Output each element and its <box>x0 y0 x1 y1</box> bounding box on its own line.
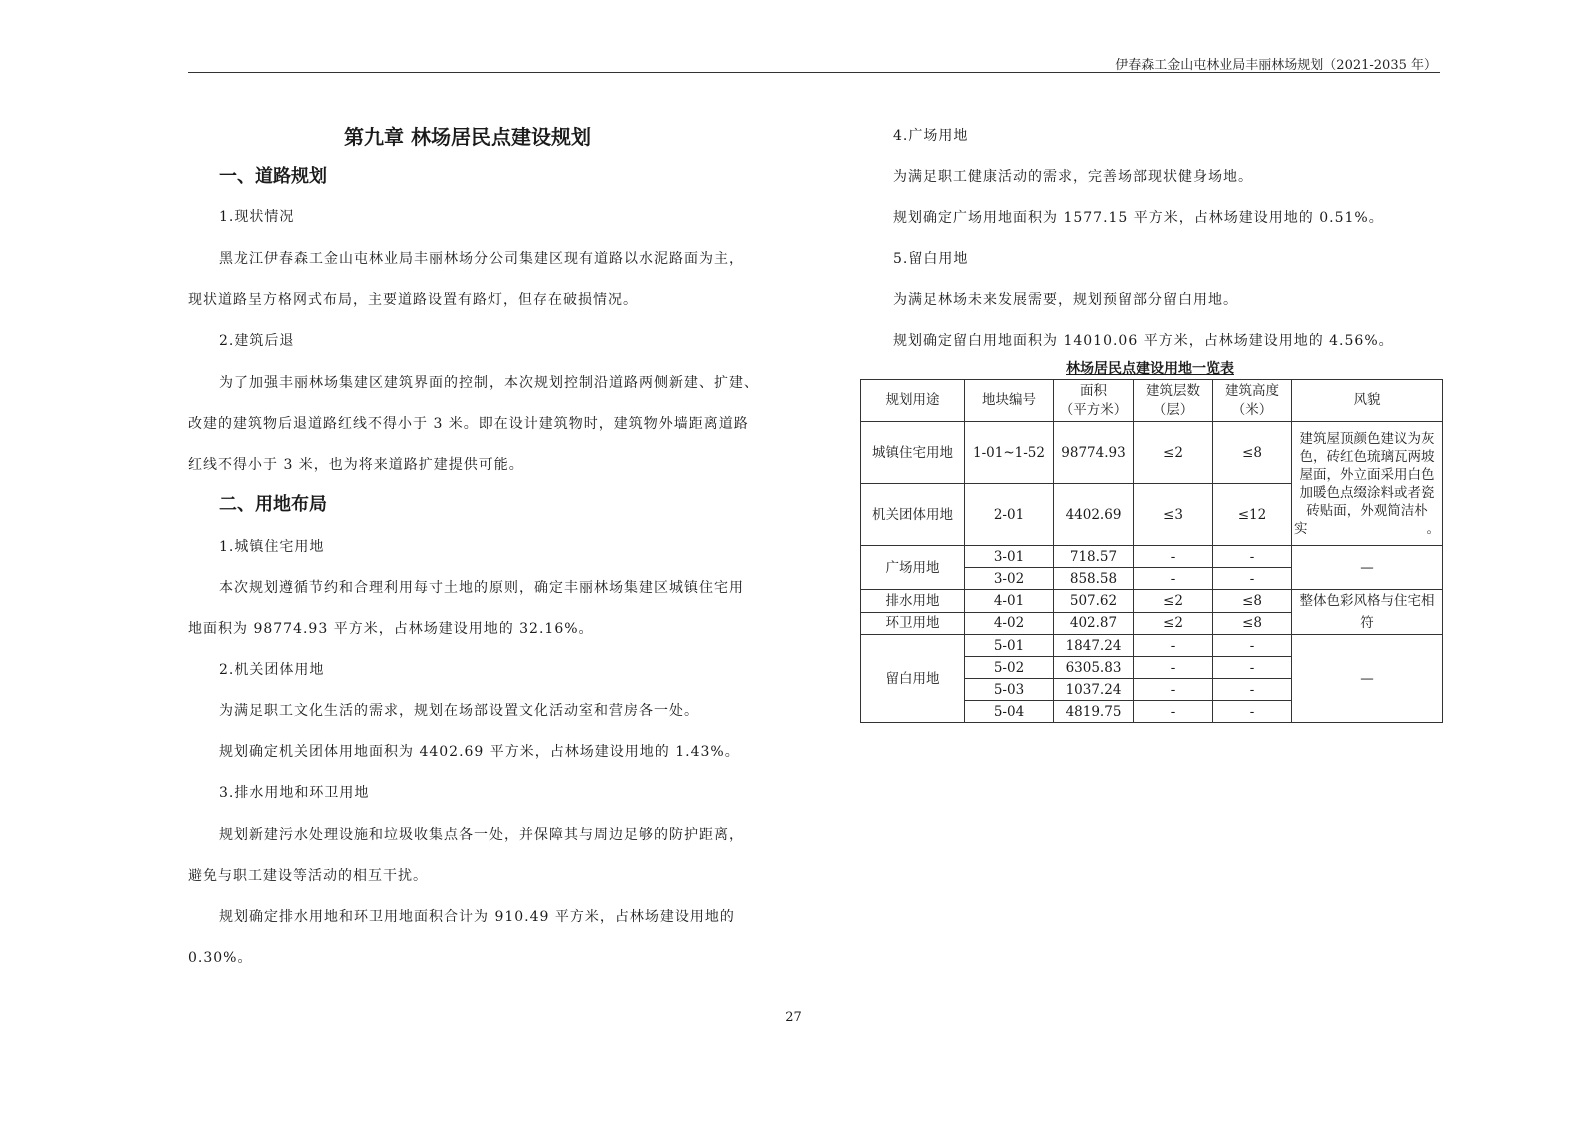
cell-height: - <box>1213 701 1292 723</box>
paragraph-line: 本次规划遵循节约和合理利用每寸土地的原则，确定丰丽林场集建区城镇住宅用 <box>219 580 744 596</box>
paragraph-line: 红线不得小于 3 米，也为将来道路扩建提供可能。 <box>188 457 524 473</box>
subheading-residential: 1.城镇住宅用地 <box>219 539 325 555</box>
cell-code: 3-02 <box>965 568 1054 590</box>
paragraph-line: 规划确定排水用地和环卫用地面积合计为 910.49 平方米，占林场建设用地的 <box>219 909 735 925</box>
cell-area: 402.87 <box>1054 612 1134 635</box>
cell-height: - <box>1213 635 1292 657</box>
cell-code: 1-01~1-52 <box>965 422 1054 484</box>
cell-area: 98774.93 <box>1054 422 1134 484</box>
cell-floors: ≤2 <box>1134 612 1213 635</box>
paragraph-line: 规划新建污水处理设施和垃圾收集点各一处，并保障其与周边足够的防护距离， <box>219 827 744 843</box>
header-area-line2: （平方米） <box>1059 401 1128 418</box>
header-floors-line2: （层） <box>1152 401 1194 418</box>
paragraph-line: 规划确定机关团体用地面积为 4402.69 平方米，占林场建设用地的 1.43%。 <box>219 744 740 760</box>
subheading-institutional: 2.机关团体用地 <box>219 662 325 678</box>
subheading-reserved: 5.留白用地 <box>893 251 969 267</box>
cell-height: - <box>1213 679 1292 701</box>
table-row <box>861 546 1443 568</box>
header-area-line1: 面积 <box>1080 382 1107 399</box>
header-style: 风貌 <box>1292 380 1443 422</box>
header-height-line1: 建筑高度 <box>1225 382 1279 399</box>
subheading-status: 1.现状情况 <box>219 209 295 225</box>
land-use-table <box>860 379 1443 723</box>
paragraph-line: 为满足职工健康活动的需求，完善场部现状健身场地。 <box>893 169 1253 185</box>
paragraph-line: 规划确定留白用地面积为 14010.06 平方米，占林场建设用地的 4.56%。 <box>893 333 1394 349</box>
paragraph-line: 为满足林场未来发展需要，规划预留部分留白用地。 <box>893 292 1238 308</box>
header-height-line2: （米） <box>1231 401 1273 418</box>
chapter-title: 第九章 林场居民点建设规划 <box>344 125 591 149</box>
cell-use: 环卫用地 <box>861 612 965 635</box>
cell-area: 1037.24 <box>1054 679 1134 701</box>
header-code: 地块编号 <box>965 380 1054 422</box>
cell-floors: - <box>1134 635 1213 657</box>
cell-height: ≤8 <box>1213 590 1292 613</box>
cell-use: 机关团体用地 <box>861 484 965 546</box>
cell-style-buildings: 建筑屋顶颜色建议为灰色，砖红色琉璃瓦两坡屋面，外立面采用白色加暖色点缀涂料或者瓷砖贴面，外观简洁朴实。 <box>1292 422 1443 546</box>
cell-use: 留白用地 <box>861 635 965 723</box>
cell-code: 3-01 <box>965 546 1054 568</box>
table-row <box>861 635 1443 657</box>
cell-area: 1847.24 <box>1054 635 1134 657</box>
cell-style-reserved: — <box>1292 635 1443 723</box>
header-height <box>1213 380 1292 422</box>
paragraph-line: 黑龙江伊春森工金山屯林业局丰丽林场分公司集建区现有道路以水泥路面为主， <box>219 251 744 267</box>
table-header-row <box>861 380 1443 422</box>
cell-floors: - <box>1134 568 1213 590</box>
header-floors <box>1134 380 1213 422</box>
subheading-drainage-sanitation: 3.排水用地和环卫用地 <box>219 785 370 801</box>
paragraph-line: 地面积为 98774.93 平方米，占林场建设用地的 32.16%。 <box>188 621 594 637</box>
cell-height: ≤8 <box>1213 422 1292 484</box>
cell-floors: ≤2 <box>1134 590 1213 613</box>
paragraph-line: 为满足职工文化生活的需求，规划在场部设置文化活动室和营房各一处。 <box>219 703 699 719</box>
cell-style-plaza: — <box>1292 546 1443 590</box>
cell-height: ≤8 <box>1213 612 1292 635</box>
cell-use: 排水用地 <box>861 590 965 613</box>
running-header: 伊春森工金山屯林业局丰丽林场规划（2021-2035 年） <box>1115 58 1437 73</box>
cell-floors: - <box>1134 701 1213 723</box>
cell-code: 4-01 <box>965 590 1054 613</box>
cell-area: 4819.75 <box>1054 701 1134 723</box>
cell-use: 城镇住宅用地 <box>861 422 965 484</box>
cell-area: 507.62 <box>1054 590 1134 613</box>
cell-floors: ≤2 <box>1134 422 1213 484</box>
cell-floors: - <box>1134 657 1213 679</box>
paragraph-line: 现状道路呈方格网式布局，主要道路设置有路灯，但存在破损情况。 <box>188 292 638 308</box>
cell-floors: - <box>1134 679 1213 701</box>
cell-code: 2-01 <box>965 484 1054 546</box>
header-floors-line1: 建筑层数 <box>1146 382 1200 399</box>
cell-floors: - <box>1134 546 1213 568</box>
cell-code: 5-03 <box>965 679 1054 701</box>
table-row <box>861 422 1443 484</box>
cell-area: 6305.83 <box>1054 657 1134 679</box>
cell-area: 858.58 <box>1054 568 1134 590</box>
table-title: 林场居民点建设用地一览表 <box>1066 361 1234 377</box>
cell-style-utilities: 整体色彩风格与住宅相符 <box>1292 590 1443 635</box>
paragraph-line: 改建的建筑物后退道路红线不得小于 3 米。即在设计建筑物时，建筑物外墙距离道路 <box>188 416 749 432</box>
cell-height: ≤12 <box>1213 484 1292 546</box>
cell-area: 718.57 <box>1054 546 1134 568</box>
cell-height: - <box>1213 546 1292 568</box>
cell-height: - <box>1213 568 1292 590</box>
cell-code: 5-01 <box>965 635 1054 657</box>
cell-code: 5-02 <box>965 657 1054 679</box>
cell-code: 4-02 <box>965 612 1054 635</box>
header-rule <box>188 72 1440 73</box>
cell-area: 4402.69 <box>1054 484 1134 546</box>
cell-floors: ≤3 <box>1134 484 1213 546</box>
header-area <box>1054 380 1134 422</box>
section-title-landuse: 二、用地布局 <box>219 494 327 515</box>
paragraph-line: 避免与职工建设等活动的相互干扰。 <box>188 868 428 884</box>
subheading-plaza: 4.广场用地 <box>893 128 969 144</box>
header-use: 规划用途 <box>861 380 965 422</box>
table-row <box>861 590 1443 613</box>
cell-height: - <box>1213 657 1292 679</box>
section-title-roads: 一、道路规划 <box>219 166 327 187</box>
paragraph-line: 规划确定广场用地面积为 1577.15 平方米，占林场建设用地的 0.51%。 <box>893 210 1384 226</box>
page-number: 27 <box>785 1010 802 1025</box>
paragraph-line: 为了加强丰丽林场集建区建筑界面的控制，本次规划控制沿道路两侧新建、扩建、 <box>219 375 759 391</box>
subheading-setback: 2.建筑后退 <box>219 333 295 349</box>
cell-use: 广场用地 <box>861 546 965 590</box>
paragraph-line: 0.30%。 <box>188 950 253 966</box>
cell-code: 5-04 <box>965 701 1054 723</box>
